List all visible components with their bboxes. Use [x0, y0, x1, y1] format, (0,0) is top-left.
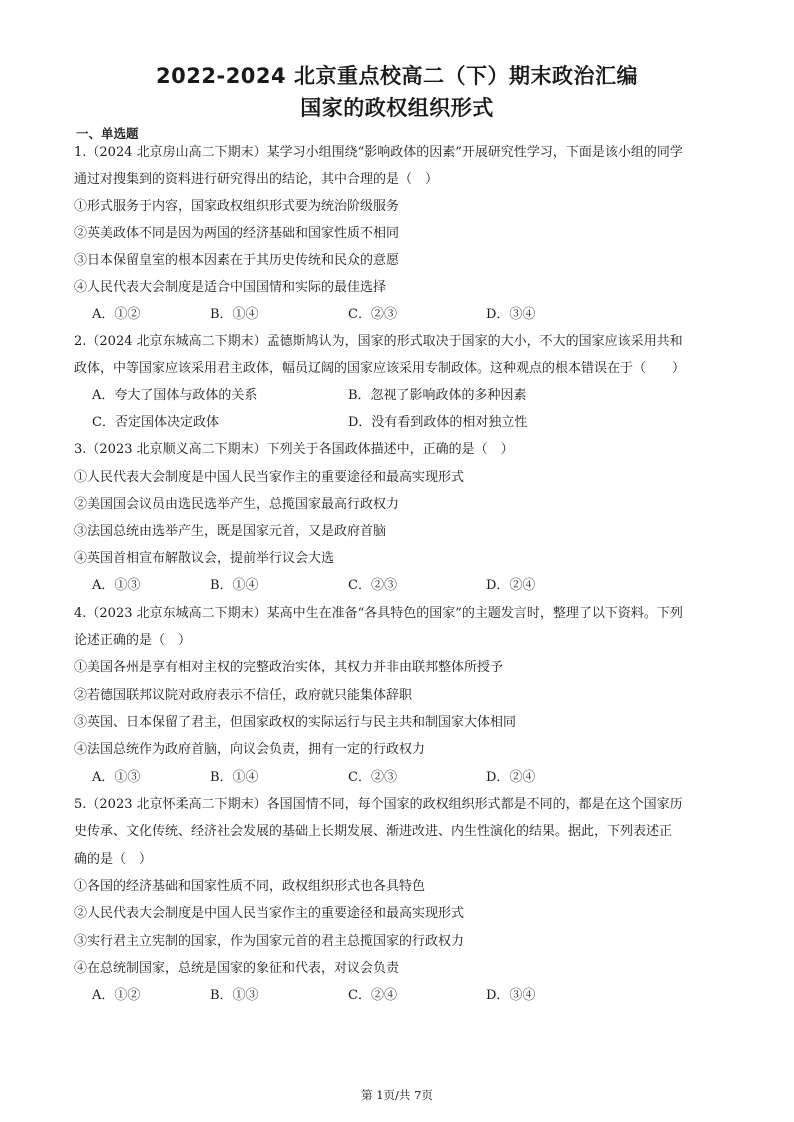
q1-stem-line: 通过对搜集到的资料进行研究得出的结论，其中合理的是（ ） [74, 172, 439, 187]
q2-stem-line: 政体，中等国家应该采用君主政体，幅员辽阔的国家应该采用专制政体。这种观点的根本错误在于（ ） [74, 361, 686, 376]
q3-option-b: B．①④ [210, 578, 259, 593]
q5-item: ②人民代表大会制度是中国人民当家作主的重要途径和最高实现形式 [74, 906, 465, 921]
q3-item: ④英国首相宣布解散议会，提前举行议会大选 [74, 551, 335, 566]
q5-stem-line: 史传承、文化传统、经济社会发展的基础上长期发展、渐进改进、内生性演化的结果。据此，下列表述正 [74, 824, 673, 839]
q1-item: ④人民代表大会制度是适合中国国情和实际的最佳选择 [74, 280, 387, 295]
section-heading: 一、单选题 [76, 126, 139, 141]
q5-item: ④在总统制国家，总统是国家的象征和代表，对议会负责 [74, 961, 400, 976]
q1-item: ③日本保留皇室的根本因素在于其历史传统和民众的意愿 [74, 253, 400, 268]
q4-item: ④法国总统作为政府首脑，向议会负责，拥有一定的行政权力 [74, 742, 426, 757]
q4-item: ③英国、日本保留了君主，但国家政权的实际运行与民主共和制国家大体相同 [74, 715, 517, 730]
q4-item: ②若德国联邦议院对政府表示不信任，政府就只能集体辞职 [74, 688, 413, 703]
q2-option-a: A．夸大了国体与政体的关系 [92, 388, 258, 403]
q2-option-d: D．没有看到政体的相对独立性 [348, 415, 528, 430]
document-subtitle: 国家的政权组织形式 [300, 96, 494, 120]
q1-option-c: C．②③ [348, 307, 397, 322]
q5-stem-line: 确的是（ ） [74, 852, 153, 867]
q5-stem-line: 5.（2023 北京怀柔高二下期末）各国国情不同，每个国家的政权组织形式都是不同的，都是在这个国家历 [74, 797, 683, 812]
q5-item: ③实行君主立宪制的国家，作为国家元首的君主总揽国家的行政权力 [74, 934, 465, 949]
q2-stem-line: 2.（2024 北京东城高二下期末）孟德斯鸠认为，国家的形式取决于国家的大小，不大的国家应该采用共和 [74, 334, 683, 349]
q4-option-a: A．①③ [92, 770, 141, 785]
q3-option-a: A．①③ [92, 578, 141, 593]
q4-item: ①美国各州是享有相对主权的完整政治实体，其权力并非由联邦整体所授予 [74, 660, 504, 675]
q4-option-d: D．②④ [486, 770, 536, 785]
q1-option-b: B．①④ [210, 307, 259, 322]
q4-option-b: B．①④ [210, 770, 259, 785]
q1-item: ②英美政体不同是因为两国的经济基础和国家性质不相同 [74, 226, 400, 241]
q2-option-c: C．否定国体决定政体 [92, 415, 219, 430]
q4-stem-line: 论述正确的是（ ） [74, 633, 192, 648]
q1-item: ①形式服务于内容，国家政权组织形式要为统治阶级服务 [74, 199, 400, 214]
q1-stem-line: 1.（2024 北京房山高二下期末）某学习小组围绕“影响政体的因素”开展研究性学习，下面是该小组的同学 [74, 145, 683, 160]
q4-option-c: C．②③ [348, 770, 397, 785]
q2-option-b: B．忽视了影响政体的多种因素 [348, 388, 527, 403]
page-number: 第 1页/共 7页 [361, 1088, 433, 1102]
q5-option-a: A．①② [92, 988, 141, 1003]
q3-stem-line: 3.（2023 北京顺义高二下期末）下列关于各国政体描述中，正确的是（ ） [74, 442, 514, 457]
q4-stem-line: 4.（2023 北京东城高二下期末）某高中生在准备“各具特色的国家”的主题发言时，整理了以下资料。下列 [74, 606, 683, 621]
q5-item: ①各国的经济基础和国家性质不同，政权组织形式也各具特色 [74, 879, 426, 894]
q3-item: ②美国国会议员由选民选举产生，总揽国家最高行政权力 [74, 497, 400, 512]
q1-option-a: A．①② [92, 307, 141, 322]
q3-option-c: C．②③ [348, 578, 397, 593]
q5-option-b: B．①③ [210, 988, 259, 1003]
q3-option-d: D．②④ [486, 578, 536, 593]
q1-option-d: D．③④ [486, 307, 536, 322]
q5-option-d: D．③④ [486, 988, 536, 1003]
q5-option-c: C．②④ [348, 988, 397, 1003]
q3-item: ③法国总统由选举产生，既是国家元首，又是政府首脑 [74, 524, 387, 539]
document-title: 2022-2024 北京重点校高二（下）期末政治汇编 [156, 64, 638, 88]
q3-item: ①人民代表大会制度是中国人民当家作主的重要途径和最高实现形式 [74, 470, 465, 485]
